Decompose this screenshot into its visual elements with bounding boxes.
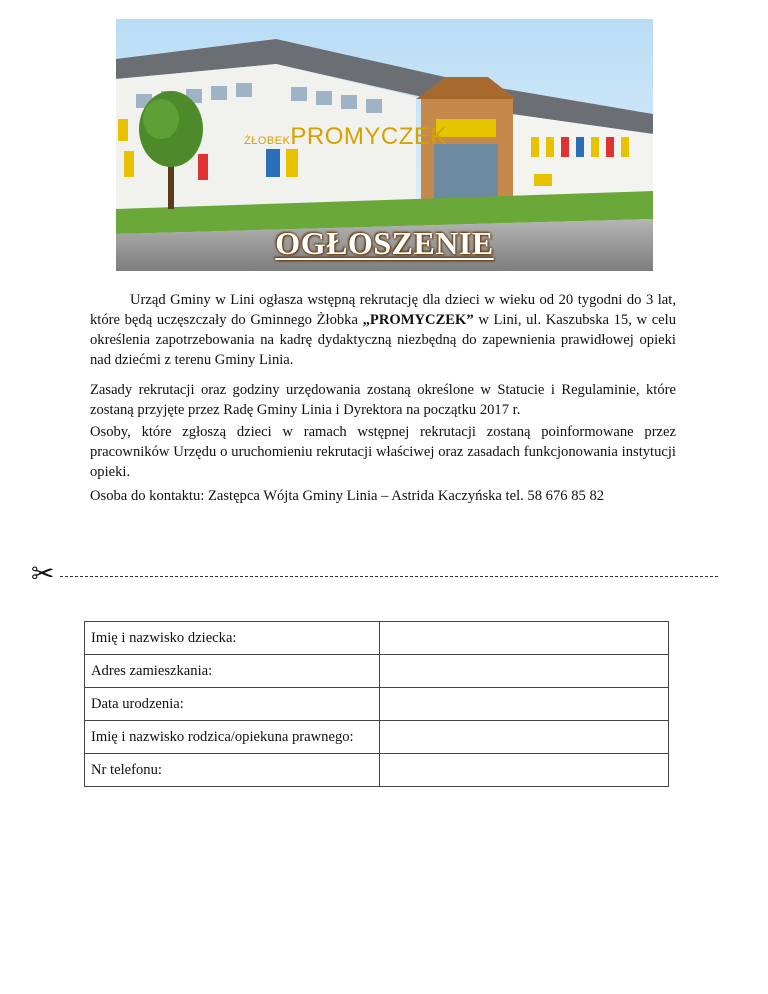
scissors-icon: ✂ <box>31 557 55 590</box>
table-row <box>85 655 669 688</box>
nursery-sign <box>244 123 447 151</box>
field-label-address: Adres zamieszkania: <box>85 655 380 688</box>
paragraph-rules: Zasady rekrutacji oraz godziny urzędowania zostaną określone w Statucie i Regulaminie, które zostaną przyjęte przez Radę Gminy Linia i Dyrektora na początku 2017 r. <box>90 382 676 418</box>
field-birth-date[interactable] <box>380 688 669 721</box>
field-guardian-name[interactable] <box>380 721 669 754</box>
field-label-phone: Nr telefonu: <box>85 754 380 787</box>
sign-big-text: PROMYCZEK <box>290 123 447 150</box>
intro-text-start: Urząd Gminy w Lini ogłasza wstępną rekrutację dla dzieci w wieku od 20 tygodni do 3 lat, które będą uczęszczały do Gminnego Żłobka <box>90 292 676 328</box>
field-label-child-name: Imię i nazwisko dziecka: <box>85 622 380 655</box>
cut-line <box>60 576 718 577</box>
banner-image <box>116 19 653 271</box>
paragraph-contact: Osoba do kontaktu: Zastępca Wójta Gminy Linia – Astrida Kaczyńska tel. 58 676 85 82 <box>90 488 605 504</box>
sign-small-text: ŻŁOBEK <box>244 135 291 147</box>
field-child-name[interactable] <box>380 622 669 655</box>
registration-form <box>84 621 669 787</box>
table-row <box>85 622 669 655</box>
field-address[interactable] <box>380 655 669 688</box>
field-label-birth-date: Data urodzenia: <box>85 688 380 721</box>
announcement-title: OGŁOSZENIE <box>275 225 494 261</box>
nursery-name: „PROMYCZEK” <box>362 312 474 328</box>
paragraph-notification: Osoby, które zgłoszą dzieci w ramach wstępnej rekrutacji zostaną poinformowane przez pracowników Urzędu o uruchomieniu rekrutacji właściwej oraz zasadach funkcjonowania instytucji opieki. <box>90 424 676 480</box>
table-row <box>85 688 669 721</box>
field-label-guardian-name: Imię i nazwisko rodzica/opiekuna prawnego: <box>85 721 380 754</box>
table-row <box>85 721 669 754</box>
table-row <box>85 754 669 787</box>
field-phone[interactable] <box>380 754 669 787</box>
paragraph-intro <box>90 290 676 370</box>
intro-text-end: w Lini, ul. Kaszubska 15, w celu określenia zapotrzebowania na kadrę dydaktyczną niezbędną do zapewnienia prawidłowej opieki nad dziećmi z terenu Gminy Linia. <box>90 312 677 368</box>
